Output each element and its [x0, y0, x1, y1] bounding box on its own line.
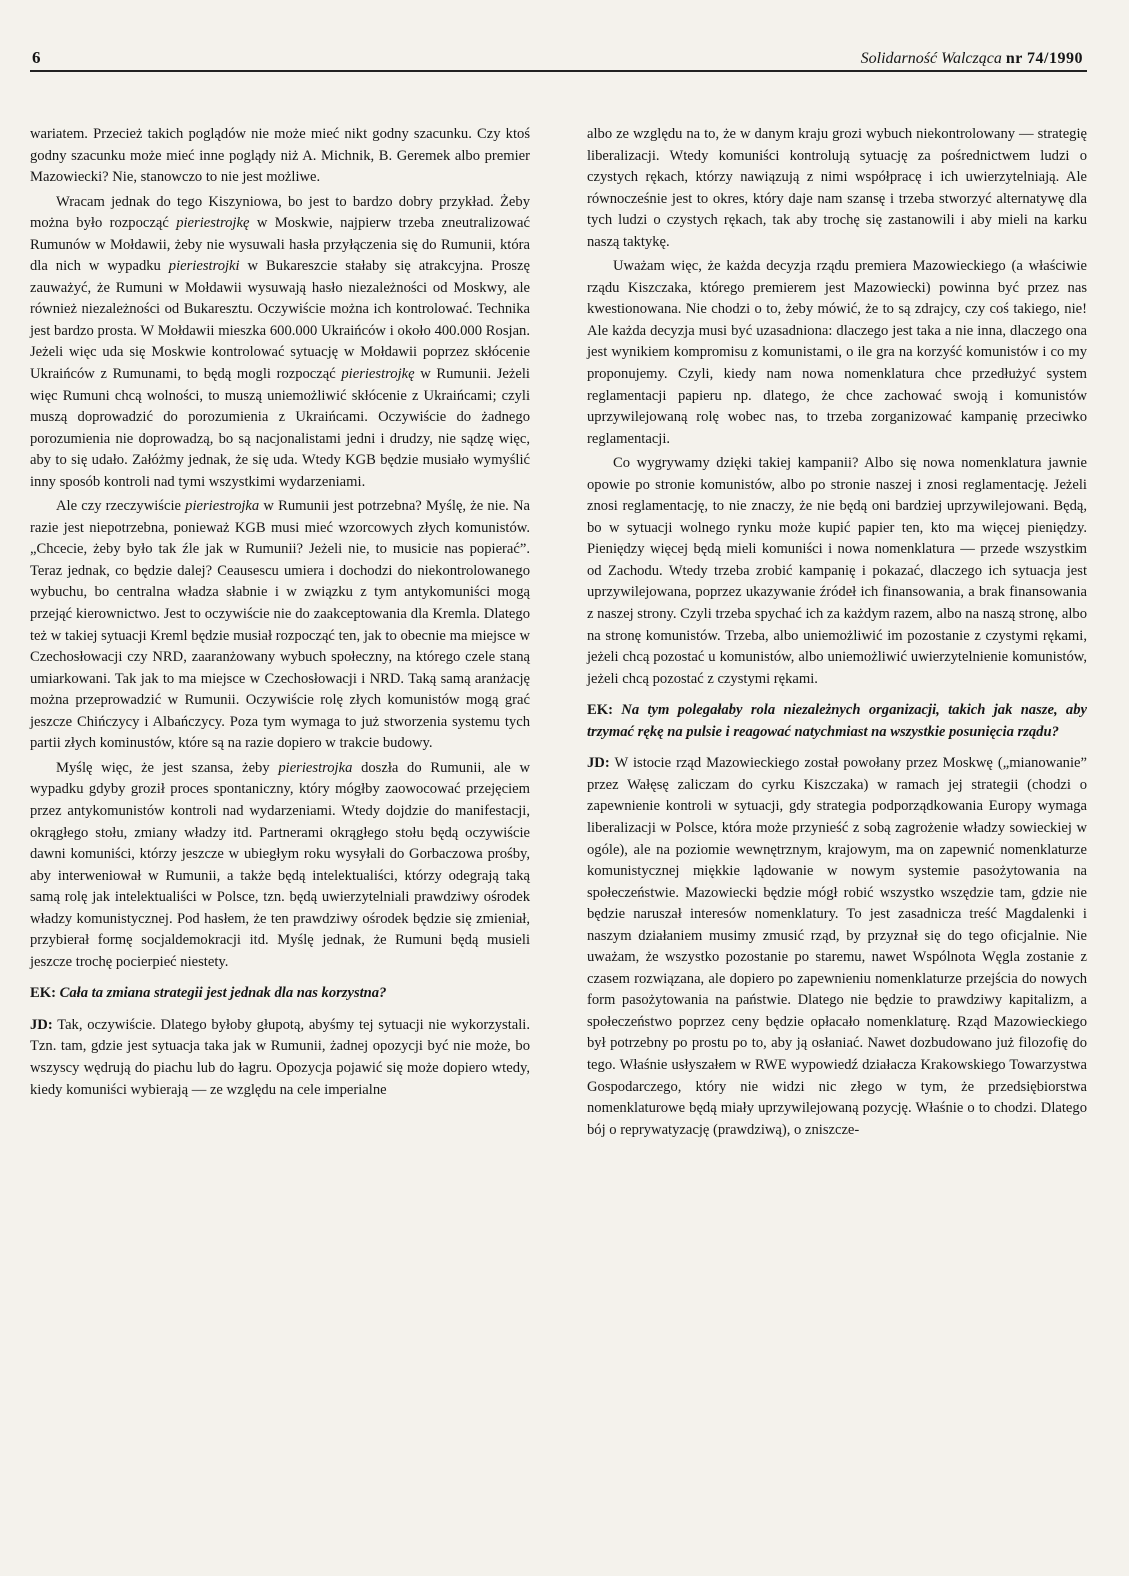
paragraph: albo ze względu na to, że w danym kraju grozi wybuch niekontrolowany — strategię liberalizacji. Wtedy komuniści kontrolują sytuację za pośrednictwem ludzi o czystych rękach, którzy nawiązują z nimi współpracę i ich uwierzytelniają. Ale równocześnie jest to okres, który daje nam szansę i trzeba stworzyć alternatywę dla tych ludzi o czystych rękach, tak aby trochę się zastanowili i aby mieli na karku naszą taktykę. [587, 126, 1087, 250]
paragraph: Uważam więc, że każda decyzja rządu premiera Mazowieckiego (a właściwie rządu Kiszczaka, którego premierem jest Mazowiecki) powinna być przez nas kwestionowana. Nie chodzi o to, żeby mówić, że to są zdrajcy, czy coś takiego, nie! Ale każda decyzja musi być uzasadniona: dlaczego jest taka a nie inna, dlaczego ona jest wynikiem kompromisu z komunistami, o ile gra na korzyść komunistów i co my proponujemy. Czyli, kiedy nam nowa nomenklatura chce przedłużyć system reglamentacji papieru np. dlatego, że chce zachować swoją i komunistów uprzywilejowaną rolę wobec nas, to trzeba zorganizować kampanię przeciwko reglamentacji. [587, 258, 1087, 447]
question-text: Cała ta zmiana strategii jest jednak dla nas korzystna? [59, 985, 387, 1002]
speaker-label: JD: [587, 755, 610, 772]
page-number: 6 [32, 48, 41, 67]
question-text: Na tym polegałaby rola niezależnych organizacji, takich jak nasze, aby trzymać rękę na pulsie i reagować natychmiast na wszystkie posunięcia rządu? [587, 702, 1087, 740]
italic-term: pieriestrojka [278, 759, 353, 776]
paragraph: Wracam jednak do tego Kiszyniowa, bo jest to bardzo dobry przykład. Żeby można było rozpocząć pieriestrojkę w Moskwie, najpierw trzeba zneutralizować Rumunów w Mołdawii, żeby nie wysuwali hasła przyłączenia się do Rumunii, która dla nich w wypadku pieriestrojki w Bukareszcie stałaby się atrakcyjna. Proszę zauważyć, że Rumuni w Mołdawii wysuwają hasło niezależności od Moskwy, ale również niezależności od Bukaresztu. Oczywiście można ich kontrolować. Technika jest bardzo prosta. W Mołdawii mieszka 600.000 Ukraińców i około 400.000 Rosjan. Jeżeli więc uda się Moskwie kontrolować sytuację w Mołdawii poprzez skłócenie Ukraińców z Rumunami, to będą mogli rozpocząć pieriestrojkę w Rumunii. Jeżeli więc Rumuni chcą wolności, to muszą uniemożliwić skłócenie z Ukraińcami; czyli muszą doprowadzić do porozumienia z Ukraińcami. Oczywiście do żadnego porozumienia nie doprowadzą, bo są nacjonalistami jedni i drudzy, nie sądzę więc, aby to się udało. Załóżmy jednak, że się uda. Wtedy KGB będzie musiało wymyślić inny sposób kontroli nad tymi wszystkimi wydarzeniami. [30, 193, 530, 490]
issue-number: nr 74/1990 [1005, 50, 1083, 67]
paragraph: Co wygrywamy dzięki takiej kampanii? Albo się nowa nomenklatura jawnie opowie po stronie komunistów, albo po stronie naszej i znosi reglamentację. Jeżeli znosi reglamentację, to nie znaczy, że nie będą oni bardziej uprzywilejowani. Będą, bo w sytuacji wolnego rynku może kupić papier ten, kto ma więcej pieniędzy. Pieniędzy więcej będą mieli komuniści i nowa nomenklatura — przede wszystkim od Zachodu. Wtedy trzeba zrobić kampanię i pokazać, dlaczego ich sytuacja jest uprzywilejowana, poprzez ukazywanie źródeł ich finansowania, a brak finansowania z naszej strony. Czyli trzeba spychać ich za każdym razem, albo na naszą stronę, albo na stronę komunistów. Trzeba, albo uniemożliwić im pozostanie z czystymi rękami, jeżeli chcą pozostać u komunistów, albo uniemożliwić uwierzytelnienie komunistów, jeżeli chcą pozostać z czystymi rękami. [587, 455, 1087, 687]
paragraph: wariatem. Przecież takich poglądów nie może mieć nikt godny szacunku. Czy ktoś godny szacunku może mieć inne poglądy niż A. Michnik, B. Geremek albo premier Mazowiecki? Nie, stanowczo to nie jest możliwe. [30, 126, 530, 186]
interview-answer [30, 1015, 530, 1101]
italic-term: pieriestrojkę [176, 215, 250, 232]
speaker-label: EK: [30, 985, 56, 1002]
answer-text: W istocie rząd Mazowieckiego został powołany przez Moskwę („mianowanie” przez Wałęsę zaliczam do cyrku Kiszczaka) w ramach jej strategii (chodzi o zapewnienie kontroli w sytuacji, gdy strategia podporządkowania Europy wymaga liberalizacji w Polsce, która może przynieść z sobą zagrożenie władzy sowieckiej w ogóle), ale na poziomie wewnętrznym, krajowym, ma on zapewnić nomenklaturze komunistycznej miękkie lądowanie w nowym systemie pasożytowania na społeczeństwie. Mazowiecki będzie mógł robić wszystko wszędzie tam, gdzie nie będzie naruszał interesów nomenklatury. To jest zasadnicza treść Magdalenki i naszym działaniem musimy zmusić rząd, by przyznał się do tego oficjalnie. Nie uważam, że wszystko pozostanie po staremu, nawet Wspólnota Węgla zostanie z czasem rozwiązana, ale dopiero po zapewnieniu nomenklaturze przejścia do nowych form pasożytowania na państwie. Dlatego nie będzie to prawdziwy kapitalizm, a społeczeństwo poprzez ceny będzie opłacało nomenklaturę. Rząd Mazowieckiego był potrzebny po prostu po to, aby ją osłaniać. Nawet dozbudowano już filozofię do tego. Właśnie usłyszałem w RWE wypowiedź działacza Krakowskiego Towarzystwa Gospodarczego, który nie widzi nic złego w tym, że przedsiębiorstwa nomenklaturowe będą miały uprzywilejowaną pozycję. Właśnie o to chodzi. Dlatego bój o reprywatyzację (prawdziwą), o zniszcze- [587, 755, 1087, 1138]
publication-title: Solidarność Walcząca [860, 50, 1002, 67]
speaker-label: JD: [30, 1016, 53, 1033]
paragraph: Ale czy rzeczywiście pieriestrojka w Rumunii jest potrzebna? Myślę, że nie. Na razie jest niepotrzebna, ponieważ KGB musi mieć wzorcowych złych komunistów. „Chcecie, żeby było tak źle jak w Rumunii? Jeżeli nie, to musicie nas popierać”. Teraz jednak, co będzie dalej? Ceausescu umiera i dochodzi do niekontrolowanego wybuchu, bo centralna władza słabnie i w związku z tym antykomuniści mogą przejąć kierownictwo. Jest to oczywiście nie do zaakceptowania dla Kremla. Dlatego też w takiej sytuacji Kreml będzie musiał rozpocząć ten, jak to obecnie ma miejsce w Czechosłowacji czy NRD, zaaranżowany wybuch społeczny, na którego czele staną umiarkowani. Tak jak to ma miejsce w Czechosłowacji i NRD. Taką samą aranżację można przeprowadzić w Rumunii. Oczywiście rolę złych komunistów mogą grać jeszcze Chińczycy i Albańczycy. Poza tym wymaga to już stworzenia systemu tych partii złych kominustów, które są na razie dopiero w trakcie budowy. [30, 498, 531, 752]
masthead [861, 50, 1083, 68]
left-column [30, 124, 530, 1141]
italic-term: pieriestrojki [168, 258, 240, 275]
interview-question [587, 700, 1087, 743]
speaker-label: EK: [587, 702, 613, 719]
paragraph: Myślę więc, że jest szansa, żeby pieriestrojka doszła do Rumunii, ale w wypadku gdyby groził proces spontaniczny, który mógłby zaowocować przejęciem przez antykomunistów kontroli nad wydarzeniami. Wtedy dojdzie do manifestacji, okrągłego stołu, zmiany władzy itd. Partnerami okrągłego stołu będą oczywiście dawni komuniści, którzy jeszcze w ubiegłym roku wysyłali do Gorbaczowa prośby, aby interweniował w Rumunii, a także będą intelektualiści, którzy odegrają taką samą rolę jak intelektualiści w Polsce, tzn. będą uwierzytelniali prawdziwy ośrodek władzy komunistycznej. Pod hasłem, że ten prawdziwy ośrodek będzie się zmieniał, przybierał formę socjaldemokracji itd. Myślę jednak, że Rumuni będą musieli jeszcze trochę pocierpieć niestety. [30, 759, 531, 970]
italic-term: pieriestrojkę [341, 366, 415, 383]
interview-answer [587, 753, 1087, 1141]
italic-term: pieriestrojka [185, 498, 260, 515]
interview-question [30, 983, 530, 1005]
right-column [587, 124, 1087, 1141]
running-head [30, 42, 1087, 72]
answer-text: Tak, oczywiście. Dlatego byłoby głupotą, abyśmy tej sytuacji nie wykorzystali. Tzn. tam, gdzie jest sytuacja taka jak w Rumunii, żadnej opozycji być nie może, bo wszyscy wędrują do piachu lub do łagru. Opozycja pojawić się może dopiero wtedy, kiedy komuniści wybierają — ze względu na cele imperialne [30, 1016, 531, 1098]
article-columns [30, 124, 1087, 1141]
